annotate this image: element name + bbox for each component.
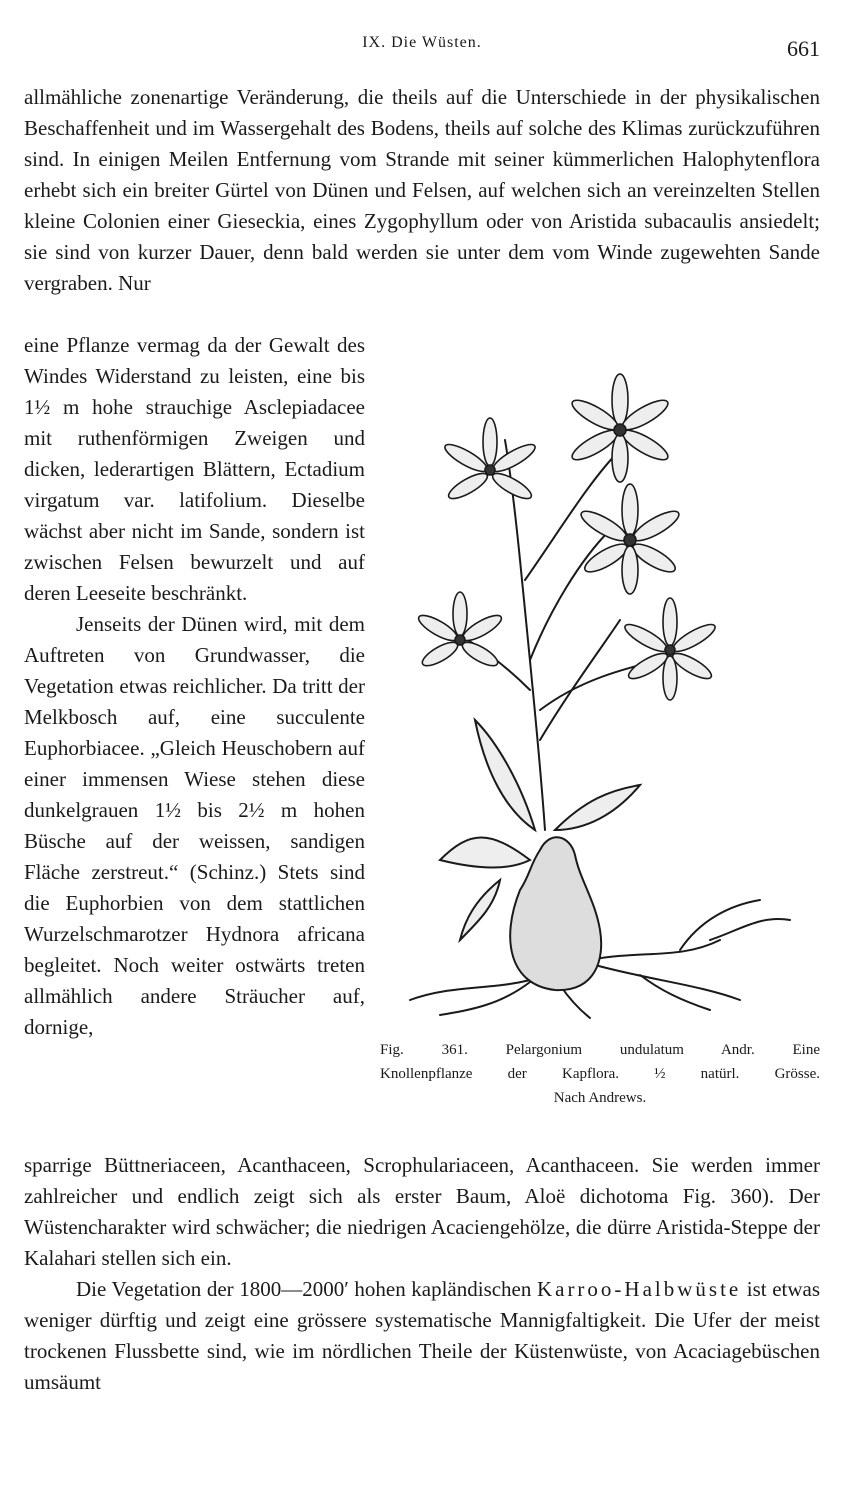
paragraph-ectadium: eine Pflanze vermag da der Gewalt des Windes Widerstand zu leisten, eine bis 1½ m hohe strauchige Asclepiadacee mit ruthenförmigen Zweigen und dicken, lederartigen Blättern, Ectadium virgatum var. latifolium. Dieselbe wächst aber nicht im Sande, sondern ist zwischen Felsen bewurzelt und auf deren Leeseite beschränkt. (24, 333, 365, 605)
bottom-text (24, 1150, 820, 1398)
karroo-lead: Die Vegetation der 1800—2000′ hohen kapländischen (76, 1277, 537, 1301)
figure-caption (380, 1038, 820, 1110)
running-head: IX. Die Wüsten. (362, 34, 482, 51)
pelargonium-drawing (380, 360, 820, 1020)
paragraph-buettneriaceen: sparrige Büttneriaceen, Acanthaceen, Scrophulariaceen, Acanthaceen. Sie werden immer zahlreicher und endlich zeigt sich als erster Baum, Aloë dichotoma Fig. 360). Der Wüstencharakter wird schwächer; die niedrigen Acaciengehölze, die dürre Aristida-Steppe der Kalahari stellen sich ein. (24, 1153, 820, 1270)
paragraph-jenseits: Jenseits der Dünen wird, mit dem Auftreten von Grundwasser, die Vegetation etwas reichlicher. Da tritt der Melkbosch auf, eine succulente Euphorbiacee. „Gleich Heuschobern auf einer immensen Wiese stehen diese dunkelgrauen 1½ bis 2½ m hohen Büsche auf der weissen, sandigen Fläche zerstreut.“ (Schinz.) Stets sind die Euphorbien von dem stattlichen Wurzelschmarotzer Hydnora africana begleitet. Noch weiter ostwärts treten allmählich andere Sträucher auf, dornige, (24, 612, 365, 1039)
karroo-term: Karroo-Halbwüste (536, 1277, 742, 1301)
page-header (24, 30, 820, 64)
paragraph-karroo (24, 1274, 820, 1398)
plant-illustration (380, 360, 820, 1020)
caption-line-2: Knollenpflanze der Kapflora. ½ natürl. Grösse. (380, 1066, 820, 1082)
caption-line-1: Fig. 361. Pelargonium undulatum Andr. Eine (380, 1042, 820, 1058)
page-number: 661 (787, 36, 820, 61)
karroo-rest: ist etwas weniger dürftig und zeigt eine grössere systematische Mannigfaltigkeit. Die Ufer der meist trockenen Flussbette sind, wie im nördlichen Theile der Küstenwüste, von Acaciagebüschen umsäumt (24, 1277, 821, 1394)
caption-line-3: Nach Andrews. (553, 1090, 647, 1106)
paragraph-top: allmähliche zonenartige Veränderung, die theils auf die Unterschiede in der physikalischen Beschaffenheit und im Wassergehalt des Bodens, theils auf solche des Klimas zurückzuführen sind. In einigen Meilen Entfernung vom Strande mit seiner kümmerlichen Halophytenflora erhebt sich ein breiter Gürtel von Dünen und Felsen, auf welchen sich an vereinzelten Stellen kleine Colonien einer Gieseckia, eines Zygophyllum oder von Aristida subacaulis ansiedelt; sie sind von kurzer Dauer, denn bald werden sie unter dem vom Winde zugewehten Sande vergraben. Nur (24, 85, 820, 295)
narrow-column (24, 330, 365, 1043)
